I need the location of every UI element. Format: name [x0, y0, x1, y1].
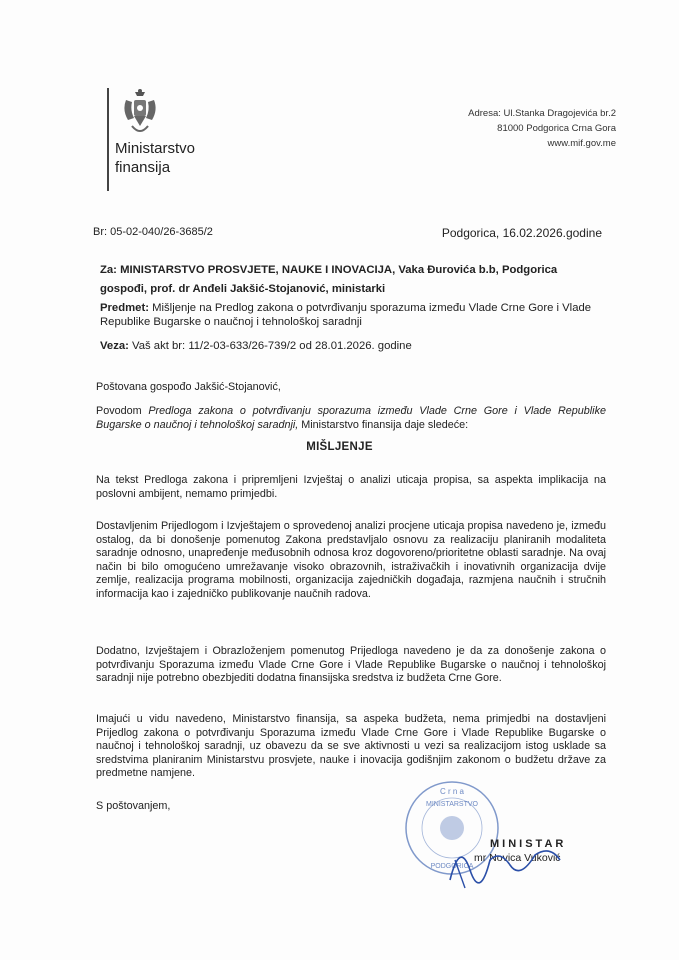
- greeting: Poštovana gospođo Jakšić-Stojanović,: [96, 381, 281, 393]
- coat-of-arms-icon: [120, 88, 160, 140]
- intro-italic: Predloga zakona o potvrđivanju sporazuma između Vlade Crne Gore i Vlade Republike Bugarske o naučnoj i tehnološkoj saradnji,: [96, 405, 606, 431]
- section-title: MIŠLJENJE: [306, 441, 373, 453]
- closing: S poštovanjem,: [96, 800, 171, 812]
- paragraph-4: Imajući u vidu navedeno, Ministarstvo finansija, sa aspeka budžeta, nema primjedbi na dostavljeni Prijedlog zakona o potvrđivanju Sporazuma između Vlade Crne Gore i Vlade Republike Bugarske o naučnoj i tehnološkoj saradnji, uz obavezu da se sve aktivnosti u vezi sa realizacijom istog usklade sa sredstvima planiranim Ministarstvu prosvjete, nauke i inovacija godišnjim zakonom o budžetu države za predmetne namjene.: [96, 713, 606, 780]
- intro-end: Ministarstvo finansija daje sledeće:: [298, 418, 469, 431]
- address-street: Adresa: Ul.Stanka Dragojevića br.2: [468, 108, 616, 119]
- svg-text:PODGORICA: PODGORICA: [430, 863, 474, 870]
- to-label: Za:: [100, 264, 117, 276]
- recipient-line: [100, 263, 610, 277]
- letterhead-divider: [107, 88, 109, 191]
- svg-text:C r n a: C r n a: [439, 787, 465, 796]
- reference-number: Br: 05-02-040/26-3685/2: [93, 226, 213, 238]
- address-city: 81000 Podgorica Crna Gora: [497, 123, 616, 134]
- reference-value: Vaš akt br: 11/2-03-633/26-739/2 od 28.01.2026. godine: [132, 340, 412, 352]
- subject-label: Predmet:: [100, 302, 149, 314]
- handwritten-signature-icon: [440, 830, 570, 890]
- paragraph-1: Na tekst Predloga zakona i pripremljeni Izvještaj o analizi uticaja propisa, sa aspekta implikacija na poslovni ambijent, nemamo primjedbi.: [96, 474, 606, 500]
- paragraph-2: Dostavljenim Prijedlogom i Izvještajem o sprovedenoj analizi procjene uticaja propisa navedeno je, između ostalog, da bi donošenje pomenutog Zakona predstavljalo osnovu za realizaciju planiranih modaliteta saradnje odnosno, unapređenje međusobnih odnosa kroz dogovoreno/prioritetne oblasti saradnje. Na ovaj način bi bilo omogućeno umrežavanje visoko obrazovnih, istraživačkih i inovativnih organizacija dvije zemlje, realizacija programa mobilnosti, organizacija zajedničkih događaja, razmjena naučnih i stručnih informacija kao i zajedničko publikovanje naučnih radova.: [96, 520, 606, 600]
- signatory-name: mr Novica Vuković: [474, 852, 561, 864]
- reference-line: [100, 339, 610, 353]
- subject-line: [100, 301, 610, 329]
- ministry-name-line1: Ministarstvo: [115, 140, 196, 157]
- place-date: Podgorica, 16.02.2026.godine: [441, 226, 602, 240]
- subject-value: Mišljenje na Predlog zakona o potvrđivanju sporazuma između Vlade Crne Gore i Vlade Republike Bugarske o naučnoj i tehnološkoj saradnji: [100, 302, 592, 328]
- signatory-title: MINISTAR: [490, 838, 567, 850]
- recipient-person: gospođi, prof. dr Anđeli Jakšić-Stojanović, ministarki: [100, 283, 386, 295]
- intro-paragraph: [96, 405, 606, 432]
- ministry-name: [115, 139, 195, 177]
- reference-label: Veza:: [100, 340, 129, 352]
- svg-text:MINISTARSTVO: MINISTARSTVO: [426, 801, 478, 808]
- address-website: www.mif.gov.me: [547, 138, 616, 149]
- ministry-address: [468, 106, 616, 151]
- ministry-name-line2: finansija: [115, 159, 171, 176]
- intro-start: Povodom: [96, 405, 149, 417]
- paragraph-3: Dodatno, Izvještajem i Obrazloženjem pomenutog Prijedloga navedeno je da za donošenje zakona o potvrđivanju Sporazuma između Vlade Crne Gore i Vlade Republike Bugarske o naučnoj i tehnološkoj saradnji nije potrebno obezbjediti dodatna finansijska sredstva iz budžeta Crne Gore.: [96, 645, 606, 685]
- to-value: MINISTARSTVO PROSVJETE, NAUKE I INOVACIJA, Vaka Đurovića b.b, Podgorica: [120, 264, 558, 276]
